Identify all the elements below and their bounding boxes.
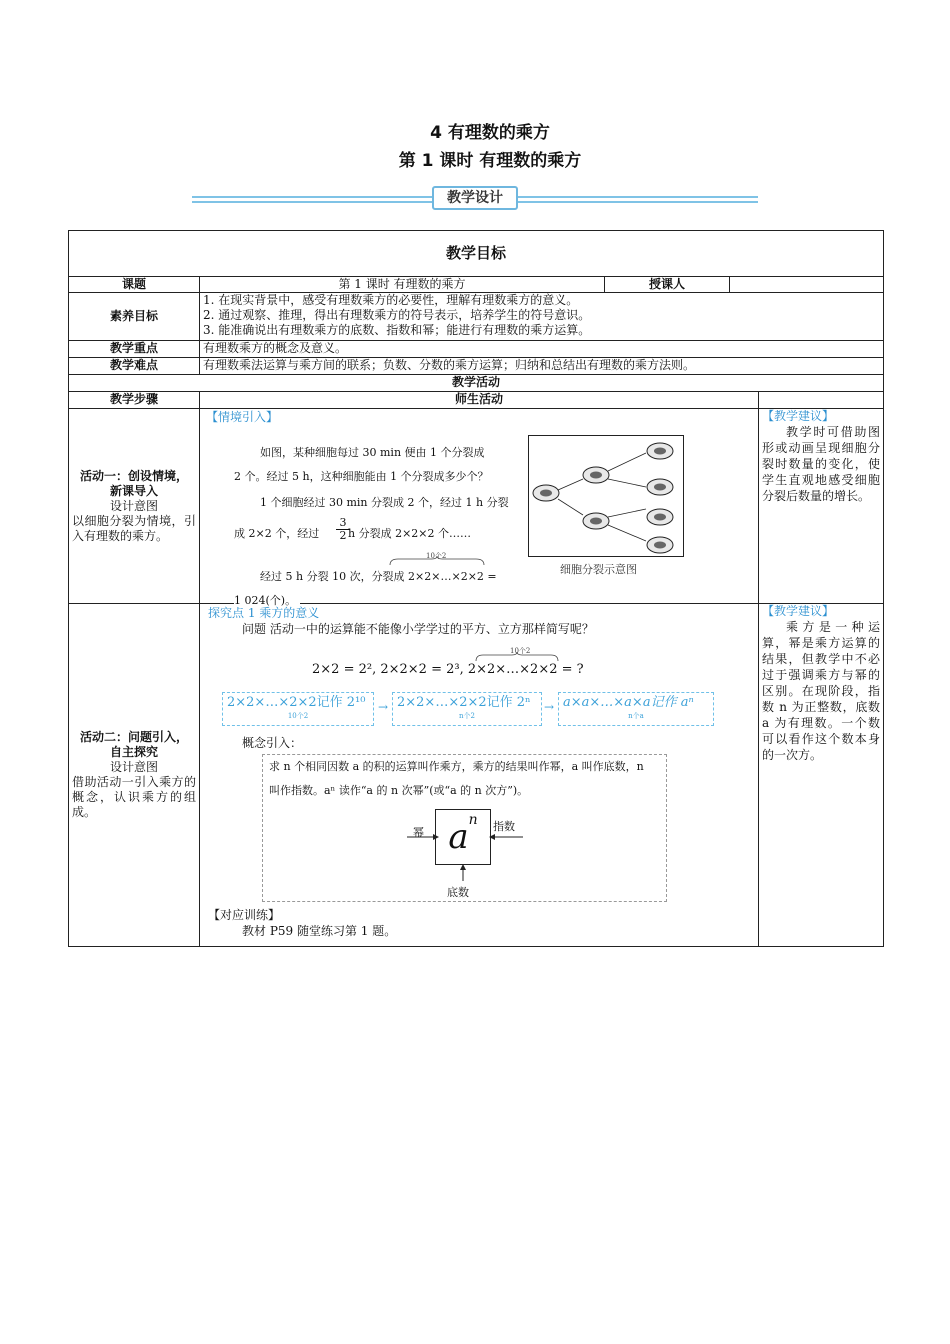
activity2-content xyxy=(200,604,759,947)
notation-box-text: 2×2×…×2×2记作 2¹⁰ xyxy=(227,695,366,710)
concept-text: 求 n 个相同因数 a 的积的运算叫作乘方，乘方的结果叫作幂，a 叫作底数，n xyxy=(269,760,644,773)
activity1-line: 如图，某种细胞每过 30 min 便由 1 个分裂成 xyxy=(260,446,485,459)
goal-item: 2. 通过观察、推理，得出有理数乘方的符号表示，培养学生的符号意识。 xyxy=(203,308,591,322)
brace-label: 10个2 xyxy=(426,552,447,560)
activity1-content xyxy=(200,409,759,607)
goals-list xyxy=(200,293,884,341)
cell-division-figure xyxy=(528,435,684,557)
exponent-symbol: n xyxy=(468,812,478,828)
notation-box-text: 2×2×…×2×2记作 2ⁿ xyxy=(397,695,531,710)
activity1-design-text: 以细胞分裂为情境，引入有理数的乘方。 xyxy=(72,513,196,543)
goal-item: 3. 能准确说出有理数乘方的底数、指数和幂；能进行有理数的乘方运算。 xyxy=(203,323,591,337)
practice-tag: 【对应训练】 xyxy=(208,908,281,922)
fraction-denominator: 2 xyxy=(336,529,350,542)
suggest-header xyxy=(759,392,884,409)
activity2-design-label: 设计意图 xyxy=(109,760,158,774)
concept-box xyxy=(262,754,667,902)
activity1-suggest-text: 教学时可借助图形或动画呈现细胞分裂时数量的变化，使学生直观地感受细胞分裂后数量的增长。 xyxy=(762,425,881,503)
activity2-design-text: 借助活动一引入乘方的概念，认识乘方的组成。 xyxy=(72,775,196,819)
activities-heading: 教学活动 xyxy=(69,375,884,392)
activity1-design-label: 设计意图 xyxy=(109,498,158,513)
activity-header: 师生活动 xyxy=(200,392,759,409)
brace-icon xyxy=(388,556,486,566)
difficult-label: 教学难点 xyxy=(69,358,200,375)
activity2-suggest-text: 乘方是一种运算，幂是乘方运算的结果，但教学中不必过于强调乘方与幂的区别。在现阶段，指数 n 为正整数，底数 a 为有理数。一个数可以看作这个数本身的一次方。 xyxy=(762,620,881,762)
notation-box xyxy=(558,692,714,726)
banner-badge: 教学设计 xyxy=(432,186,518,210)
page-title: 4 有理数的乘方 xyxy=(430,123,550,143)
page-subtitle: 第 1 课时 有理数的乘方 xyxy=(398,151,582,171)
activity1-line: 1 个细胞经过 30 min 分裂成 2 个，经过 1 h 分裂 xyxy=(260,496,509,509)
table-heading: 教学目标 xyxy=(69,231,884,277)
section-banner xyxy=(192,186,758,212)
fraction-numerator: 3 xyxy=(339,516,347,529)
notation-box-under: 10个2 xyxy=(287,712,309,720)
notation-box-under: n个2 xyxy=(459,712,475,720)
activity2-tag: 探究点 1 乘方的意义 xyxy=(208,606,320,620)
figure-caption: 细胞分裂示意图 xyxy=(560,563,637,576)
teacher-label: 授课人 xyxy=(605,277,730,293)
activity1-suggest xyxy=(759,409,884,604)
activity1-line: 1 024(个)。 xyxy=(234,593,300,608)
brace-icon xyxy=(474,652,560,662)
formula: 2×2 = 2², 2×2×2 = 2³, 2×2×…×2×2 = ? xyxy=(312,662,584,677)
concept-label: 概念引入： xyxy=(242,736,303,750)
difficult-value: 有理数乘法运算与乘方间的联系；负数、分数的乘方运算；归纳和总结出有理数的乘方法则。 xyxy=(200,358,884,375)
activity2-question: 问题 活动一中的运算能不能像小学学过的平方、立方那样简写呢？ xyxy=(242,622,594,636)
activity2-title: 活动二：问题引入，自主探究 xyxy=(79,730,188,759)
practice-text: 教材 P59 随堂练习第 1 题。 xyxy=(242,924,397,938)
base-label: 底数 xyxy=(447,886,469,899)
notation-box xyxy=(222,692,374,726)
activity1-line: 2 个。经过 5 h，这种细胞能由 1 个分裂成多少个？ xyxy=(234,470,489,483)
power-label: 幂 xyxy=(413,826,424,839)
concept-text: 叫作指数。aⁿ 读作“a 的 n 次幂”(或“a 的 n 次方”)。 xyxy=(269,784,529,797)
base-symbol: a xyxy=(448,817,469,857)
activity1-line: 经过 5 h 分裂 10 次，分裂成 2×2×…×2×2 = xyxy=(260,570,497,583)
topic-value: 第 1 课时 有理数的乘方 xyxy=(200,277,605,293)
arrow-right-icon: → xyxy=(378,700,389,714)
notation-box-text: a×a×…×a×a记作 aⁿ xyxy=(563,695,694,710)
activity2-suggest-tag: 【教学建议】 xyxy=(762,604,835,618)
topic-label: 课题 xyxy=(69,277,200,293)
key-value: 有理数乘方的概念及意义。 xyxy=(200,341,884,358)
activity1-tag: 【情境引入】 xyxy=(206,410,279,424)
exponent-label: 指数 xyxy=(493,820,515,833)
steps-header: 教学步骤 xyxy=(69,392,200,409)
notation-box-under: n个a xyxy=(628,712,644,720)
activity1-suggest-tag: 【教学建议】 xyxy=(762,409,835,423)
activity2-step xyxy=(69,604,200,947)
formula-brace-label: 10个2 xyxy=(510,647,531,655)
activity1-step xyxy=(69,409,200,604)
arrow-right-icon: → xyxy=(544,700,555,714)
activity2-suggest xyxy=(759,604,884,947)
goal-item: 1. 在现实背景中，感受有理数乘方的必要性，理解有理数乘方的意义。 xyxy=(203,293,579,307)
key-label: 教学重点 xyxy=(69,341,200,358)
lesson-table xyxy=(68,230,884,947)
teacher-value xyxy=(730,277,884,293)
goals-label: 素养目标 xyxy=(69,293,200,341)
activity1-line: 成 2×2 个，经过 xyxy=(234,527,320,540)
notation-box xyxy=(392,692,542,726)
activity1-line: h 分裂成 2×2×2 个…… xyxy=(348,527,472,540)
activity1-title: 活动一：创设情境，新课导入 xyxy=(79,468,188,498)
